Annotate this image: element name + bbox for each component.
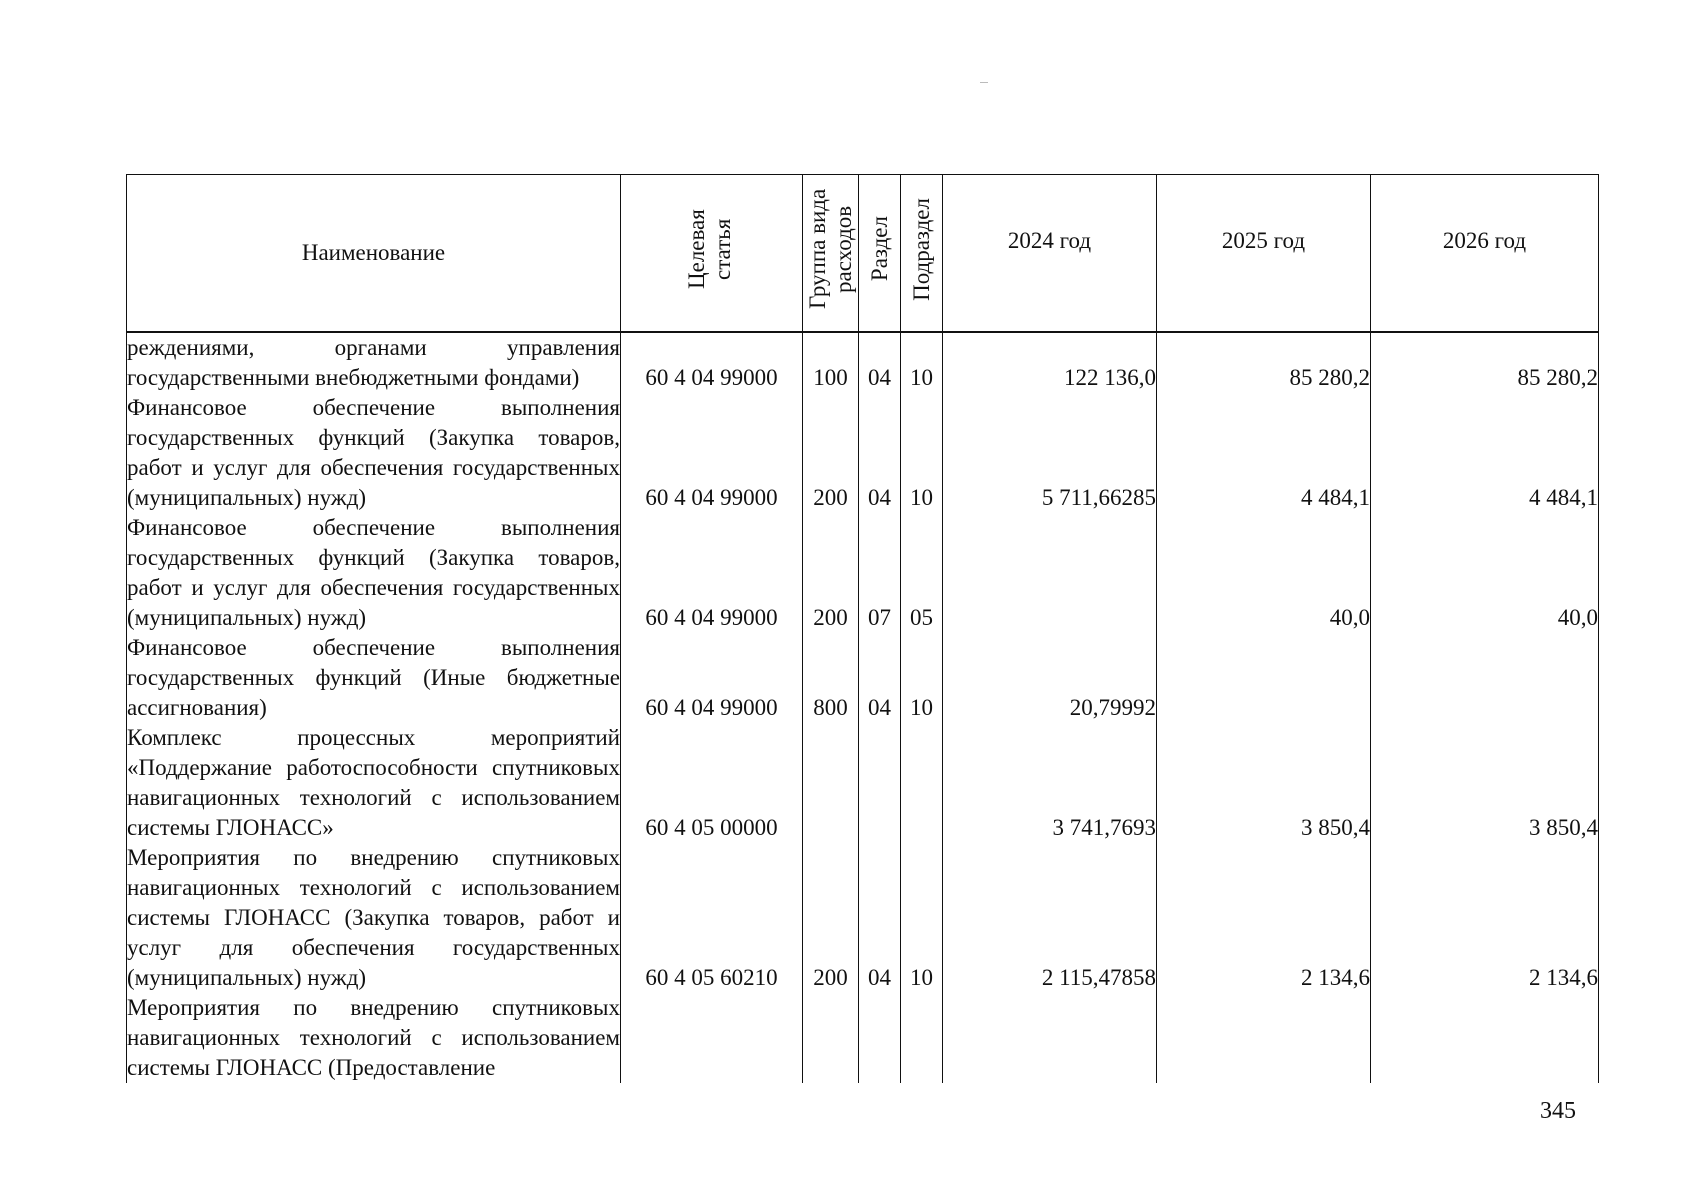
row-target-article: 60 4 05 00000 [621,723,803,843]
row-2025: 85 280,2 [1157,332,1371,393]
row-target-article: 60 4 04 99000 [621,513,803,633]
row-2025: 4 484,1 [1157,393,1371,513]
row-section: 04 [859,843,901,993]
row-section: 07 [859,513,901,633]
row-2026 [1371,993,1599,1083]
row-2026: 2 134,6 [1371,843,1599,993]
row-expense-group: 200 [803,393,859,513]
header-2025: 2025 год [1157,175,1371,333]
header-2024: 2024 год [943,175,1157,333]
row-target-article: 60 4 05 60210 [621,843,803,993]
row-2026: 85 280,2 [1371,332,1599,393]
row-name: Мероприятия по внедрению спутниковых навигационных технологий с использованием системы ГЛОНАСС (Закупка товаров, работ и услуг для обеспечения государственных (муниципальных) нужд) [127,843,621,993]
row-expense-group [803,723,859,843]
row-subsection: 10 [901,843,943,993]
row-2024 [943,513,1157,633]
row-section [859,723,901,843]
row-name: Комплекс процессных мероприятий «Поддержание работоспособности спутниковых навигационных технологий с использованием системы ГЛОНАСС» [127,723,621,843]
row-name: Мероприятия по внедрению спутниковых навигационных технологий с использованием системы ГЛОНАСС (Предоставление [127,993,621,1083]
row-target-article: 60 4 04 99000 [621,393,803,513]
header-subsection: Подраздел [901,175,943,333]
table-row [127,513,1599,633]
header-section: Раздел [859,175,901,333]
row-subsection [901,723,943,843]
row-subsection [901,993,943,1083]
table-row [127,393,1599,513]
header-row [127,175,1599,333]
row-2025: 40,0 [1157,513,1371,633]
table-row [127,843,1599,993]
row-2026 [1371,633,1599,723]
row-target-article [621,993,803,1083]
row-subsection: 10 [901,393,943,513]
row-section [859,993,901,1083]
table-row [127,723,1599,843]
table-row [127,993,1599,1083]
row-2024: 20,79992 [943,633,1157,723]
row-2024: 5 711,66285 [943,393,1157,513]
table-row [127,332,1599,393]
scan-mark [980,82,988,83]
row-2025: 3 850,4 [1157,723,1371,843]
row-section: 04 [859,633,901,723]
row-target-article: 60 4 04 99000 [621,633,803,723]
row-2025 [1157,993,1371,1083]
row-section: 04 [859,332,901,393]
row-section: 04 [859,393,901,513]
header-name: Наименование [127,175,621,333]
budget-table [126,174,1599,1083]
header-target-article: Целевая статья [621,175,803,333]
header-2026: 2026 год [1371,175,1599,333]
row-2024: 2 115,47858 [943,843,1157,993]
row-name: реждениями, органами управления государственными внебюджетными фондами) [127,332,621,393]
row-subsection: 10 [901,633,943,723]
row-expense-group [803,993,859,1083]
page-number: 345 [1540,1098,1576,1124]
row-2024: 122 136,0 [943,332,1157,393]
row-2026: 4 484,1 [1371,393,1599,513]
row-name: Финансовое обеспечение выполнения государственных функций (Иные бюджетные ассигнования) [127,633,621,723]
row-subsection: 05 [901,513,943,633]
row-2025 [1157,633,1371,723]
row-expense-group: 100 [803,332,859,393]
row-2024: 3 741,7693 [943,723,1157,843]
row-subsection: 10 [901,332,943,393]
row-2024 [943,993,1157,1083]
row-expense-group: 800 [803,633,859,723]
row-target-article: 60 4 04 99000 [621,332,803,393]
row-expense-group: 200 [803,513,859,633]
row-name: Финансовое обеспечение выполнения государственных функций (Закупка товаров, работ и услуг для обеспечения государственных (муниципальных) нужд) [127,513,621,633]
row-2025: 2 134,6 [1157,843,1371,993]
header-expense-group: Группа вида расходов [803,175,859,333]
table-row [127,633,1599,723]
row-expense-group: 200 [803,843,859,993]
row-name: Финансовое обеспечение выполнения государственных функций (Закупка товаров, работ и услуг для обеспечения государственных (муниципальных) нужд) [127,393,621,513]
row-2026: 40,0 [1371,513,1599,633]
row-2026: 3 850,4 [1371,723,1599,843]
